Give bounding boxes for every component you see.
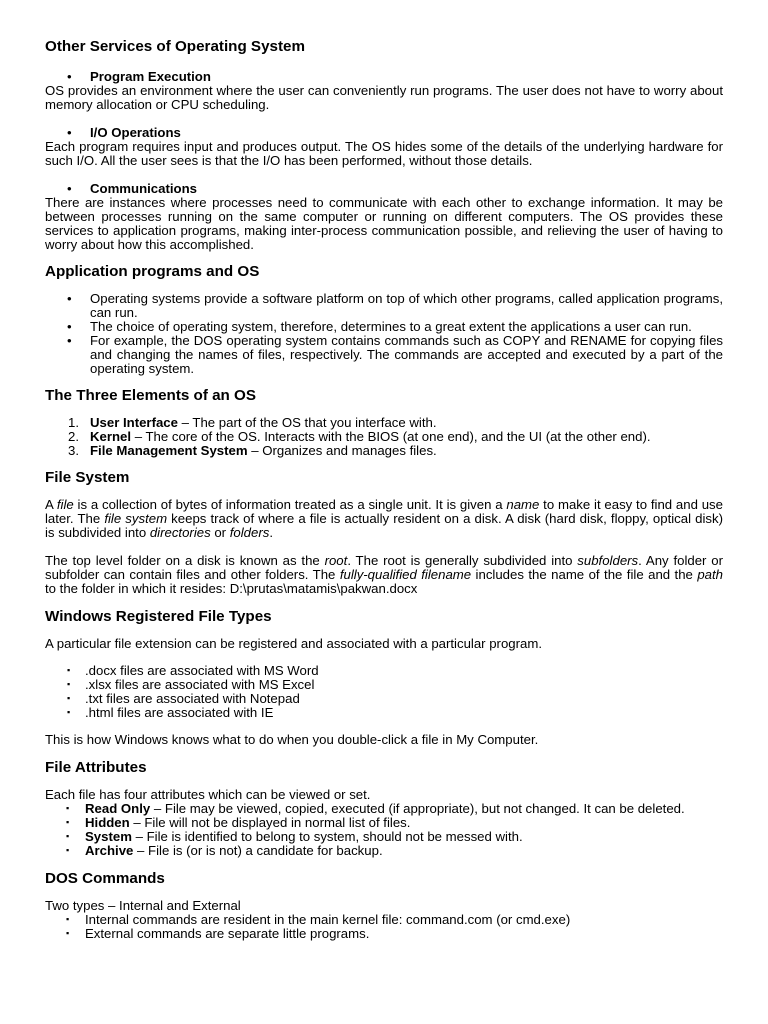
list-item: 3. File Management System – Organizes and manages files. [68, 443, 437, 458]
heading-file-attributes: File Attributes [45, 759, 147, 776]
paragraph-dos-intro: Two types – Internal and External [45, 898, 241, 913]
list-item: ▪ Archive – File is (or is not) a candidate for backup. [45, 844, 723, 858]
list-item: ▪ Read Only – File may be viewed, copied, executed (if appropriate), but not changed. It can be deleted. [45, 802, 723, 816]
subheading-communications: • Communications [45, 182, 723, 196]
list-item: ▪ .txt files are associated with Notepad [45, 692, 723, 706]
paragraph-registered-intro: A particular file extension can be registered and associated with a particular program. [45, 636, 542, 651]
dos-commands-list [45, 913, 723, 941]
paragraph-program-execution: OS provides an environment where the user can conveniently run programs. The user does not have to worry about memory allocation or CPU scheduling. [45, 83, 723, 112]
paragraph-communications: There are instances where processes need to communicate with each other to exchange information. It may be between processes running on the same computer or running on different computers. The OS provides these services to application programs, making inter-process communication possible, and relieving the user of having to worry about how this accomplished. [45, 195, 723, 252]
subheading-io-operations: • I/O Operations [45, 126, 723, 140]
list-item: ▪ .html files are associated with IE [45, 706, 723, 720]
list-item: 1. User Interface – The part of the OS that you interface with. [68, 415, 437, 430]
list-item: ▪ Internal commands are resident in the main kernel file: command.com (or cmd.exe) [45, 913, 723, 927]
list-item: ▪ Hidden – File will not be displayed in normal list of files. [45, 816, 723, 830]
paragraph-registered-outro: This is how Windows knows what to do when you double-click a file in My Computer. [45, 732, 539, 747]
list-item: ▪ External commands are separate little programs. [45, 927, 723, 941]
list-item: • Operating systems provide a software platform on top of which other programs, called application programs, can run. [45, 292, 723, 320]
heading-application-programs: Application programs and OS [45, 263, 260, 280]
heading-registered-file-types: Windows Registered File Types [45, 608, 272, 625]
file-attributes-list [45, 802, 723, 858]
paragraph-io-operations: Each program requires input and produces output. The OS hides some of the details of the underlying hardware for such I/O. All the user sees is that the I/O has been performed, without those details. [45, 139, 723, 168]
list-item: ▪ System – File is identified to belong to system, should not be messed with. [45, 830, 723, 844]
list-item: • For example, the DOS operating system contains commands such as COPY and RENAME for copying files and changing the names of files, respectively. The commands are accepted and executed by a part of the operating system. [45, 334, 723, 376]
list-item: 2. Kernel – The core of the OS. Interacts with the BIOS (at one end), and the UI (at the other end). [68, 429, 651, 444]
registered-types-list [45, 664, 723, 720]
list-item: ▪ .xlsx files are associated with MS Excel [45, 678, 723, 692]
heading-other-services: Other Services of Operating System [45, 38, 305, 55]
subheading-program-execution: • Program Execution [45, 70, 723, 84]
heading-dos-commands: DOS Commands [45, 870, 165, 887]
application-programs-list [45, 292, 723, 376]
paragraph-file-definition: A file is a collection of bytes of information treated as a single unit. It is given a name to make it easy to find and use later. The file system keeps track of where a file is actually resident on a disk. A disk (hard disk, floppy, optical disk) is subdivided into directories or folders. [45, 497, 723, 540]
heading-file-system: File System [45, 469, 130, 486]
heading-three-elements: The Three Elements of an OS [45, 387, 256, 404]
paragraph-attributes-intro: Each file has four attributes which can be viewed or set. [45, 787, 371, 802]
list-item: • The choice of operating system, therefore, determines to a great extent the applications a user can run. [45, 320, 723, 334]
three-elements-list [45, 416, 723, 458]
list-item: ▪ .docx files are associated with MS Word [45, 664, 723, 678]
paragraph-root-folder: The top level folder on a disk is known as the root. The root is generally subdivided into subfolders. Any folder or subfolder can contain files and other folders. The fully-qualified filename includes the name of the file and the path to the folder in which it resides: D:\prutas\matamis\pakwan.docx [45, 553, 724, 596]
